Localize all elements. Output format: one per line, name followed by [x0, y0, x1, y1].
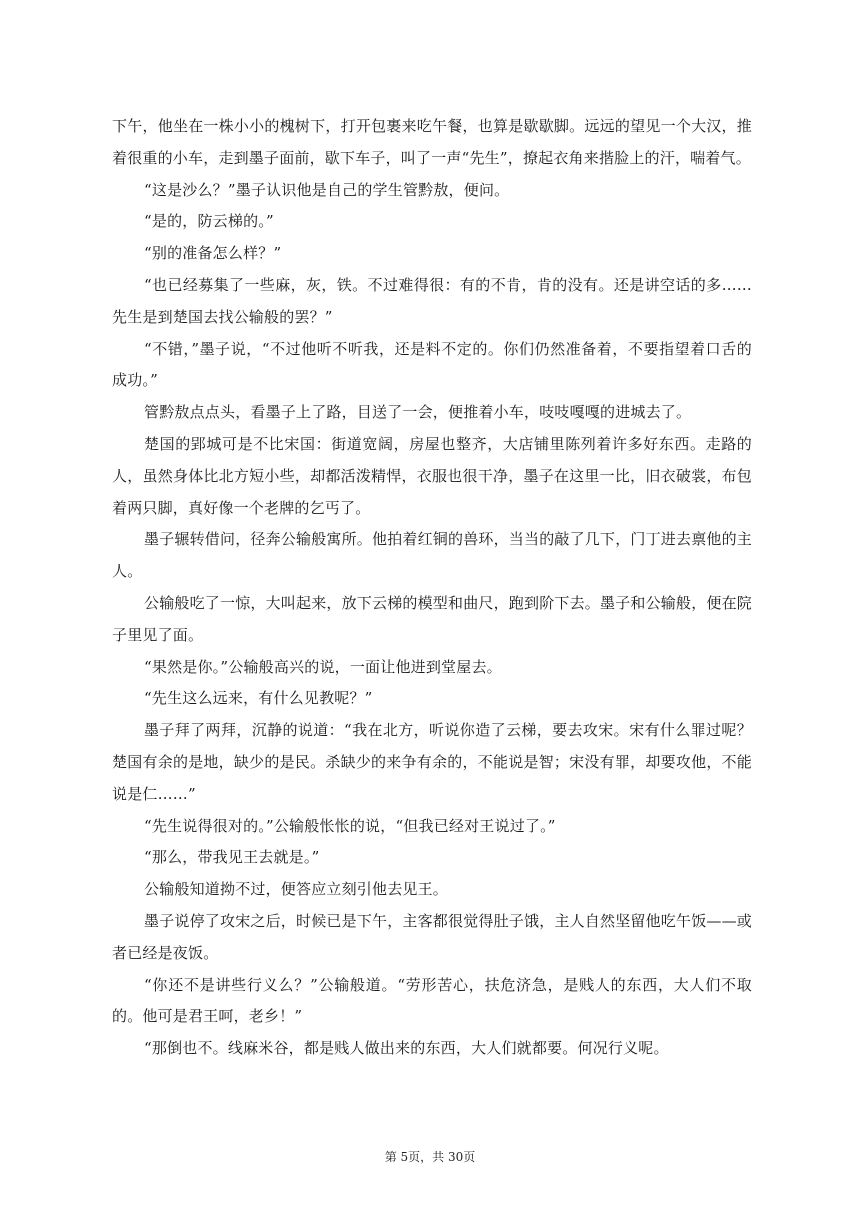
- paragraph: “那么，带我见王去就是。”: [144, 848, 320, 867]
- paragraph: 墨子拜了两拜，沉静的说道：“我在北方，听说你造了云梯，要去攻宋。宋有什么罪过呢？楚国有余的是地，缺少的是民。杀缺少的来争有余的，不能说是智；宋没有罪，却要攻他，不能说是仁……”: [112, 721, 752, 803]
- paragraph: 下午，他坐在一株小小的槐树下，打开包裹来吃午餐，也算是歇歇脚。远远的望见一个大汉，推着很重的小车，走到墨子面前，歇下车子，叫了一声“先生”，撩起衣角来揩脸上的汗，喘着气。: [112, 117, 752, 167]
- paragraph: “先生说得很对的。”公输般怅怅的说，“但我已经对王说过了。”: [144, 816, 556, 835]
- paragraph: “那倒也不。线麻米谷，都是贱人做出来的东西，大人们就都要。何况行义呢。: [144, 1039, 669, 1058]
- paragraph: 楚国的郢城可是不比宋国：街道宽阔，房屋也整齐，大店铺里陈列着许多好东西。走路的人，虽然身体比北方短小些，却都活泼精悍，衣服也很干净，墨子在这里一比，旧衣破裳，布包着两只脚，真好像一个老牌的乞丐了。: [112, 434, 752, 517]
- paragraph: “先生这么远来，有什么见教呢？”: [144, 689, 373, 708]
- page-footer: 第 5页，共 30页: [384, 1150, 476, 1164]
- paragraph: 公输般吃了一惊，大叫起来，放下云梯的模型和曲尺，跑到阶下去。墨子和公输般，便在院子里见了面。: [112, 593, 753, 644]
- paragraph: “果然是你。”公输般高兴的说，一面让他进到堂屋去。: [144, 657, 502, 676]
- paragraph: “这是沙么？”墨子认识他是自己的学生管黔敖，便问。: [144, 180, 510, 199]
- paragraph: 公输般知道拗不过，便答应立刻引他去见王。: [144, 880, 449, 899]
- paragraph: 墨子说停了攻宋之后，时候已是下午，主客都很觉得肚子饿，主人自然坚留他吃午饭——或者已经是夜饭。: [112, 911, 753, 962]
- paragraph: “也已经募集了一些麻，灰，铁。不过难得很：有的不肯，肯的没有。还是讲空话的多……先生是到楚国去找公输般的罢？”: [112, 275, 752, 326]
- paragraph: 管黔敖点点头，看墨子上了路，目送了一会，便推着小车，吱吱嘎嘎的进城去了。: [144, 403, 692, 422]
- paragraph: “不错，”墨子说，“不过他听不听我，还是料不定的。你们仍然准备着，不要指望着口舌的成功。”: [112, 339, 752, 390]
- paragraph: “你还不是讲些行义么？”公输般道。“劳形苦心，扶危济急，是贱人的东西，大人们不取的。他可是君王呵，老乡！”: [112, 975, 752, 1026]
- paragraph: “别的准备怎么样？”: [144, 244, 282, 263]
- paragraph: 墨子辗转借问，径奔公输般寓所。他拍着红铜的兽环，当当的敲了几下，门丁进去禀他的主人。: [112, 530, 753, 581]
- paragraph: “是的，防云梯的。”: [144, 212, 274, 231]
- document-body: [112, 111, 752, 1065]
